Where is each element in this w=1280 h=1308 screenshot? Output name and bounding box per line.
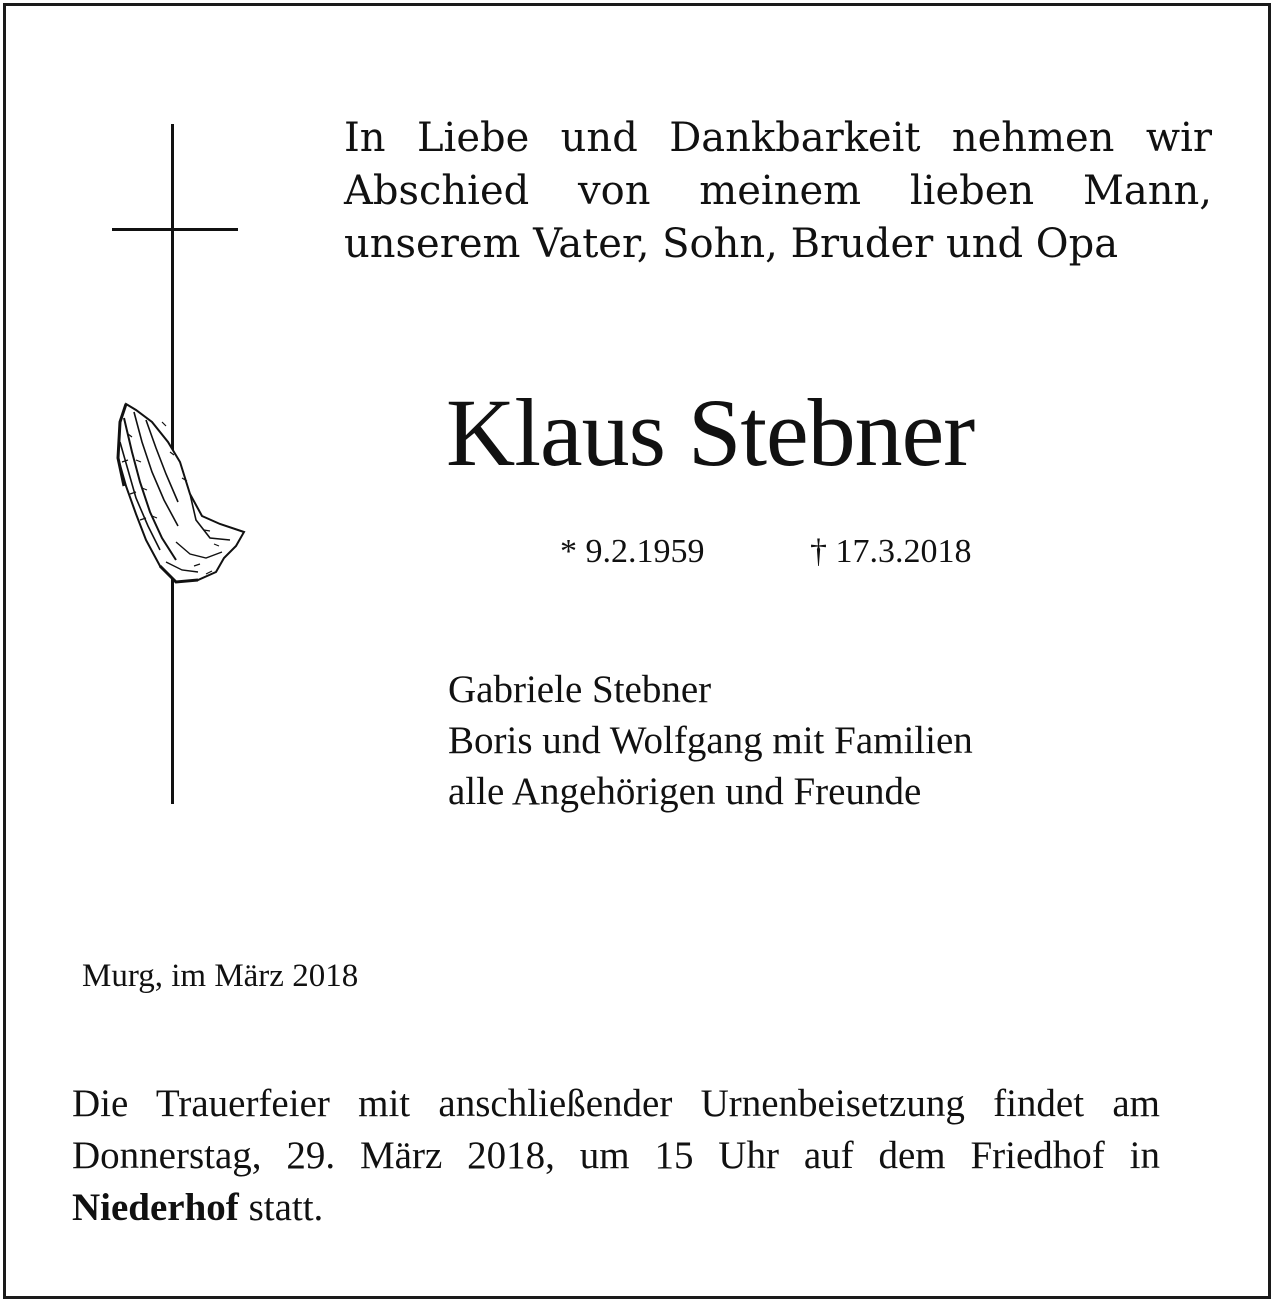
birth-date: * 9.2.1959 [560,533,705,570]
obituary-frame [3,3,1271,1299]
ceremony-notice [72,1078,1160,1234]
intro-line-2: Abschied von meinem lieben Mann, [344,168,1212,214]
ceremony-location: Niederhof [72,1186,239,1229]
intro-text [344,112,1212,271]
mourners-list [448,664,1208,817]
death-date: † 17.3.2018 [810,533,972,570]
mourner-line: Boris und Wolfgang mit Familien [448,719,973,762]
intro-line-3: unserem Vater, Sohn, Bruder und Opa [344,221,1119,267]
place-date: Murg, im März 2018 [82,958,359,994]
mourner-line: Gabriele Stebner [448,668,712,711]
ceremony-text-after: statt. [238,1186,324,1229]
ceremony-text-before: Die Trauerfeier mit anschließender Urnenbeisetzung findet am Donnerstag, 29. März 2018, um 15 Uhr auf dem Friedhof in [72,1082,1160,1177]
deceased-name: Klaus Stebner [446,379,975,486]
cross-icon [106,122,256,812]
intro-line-1: In Liebe und Dankbarkeit nehmen wir [344,115,1212,161]
mourner-line: alle Angehörigen und Freunde [448,770,922,813]
praying-hands-icon [118,404,244,582]
